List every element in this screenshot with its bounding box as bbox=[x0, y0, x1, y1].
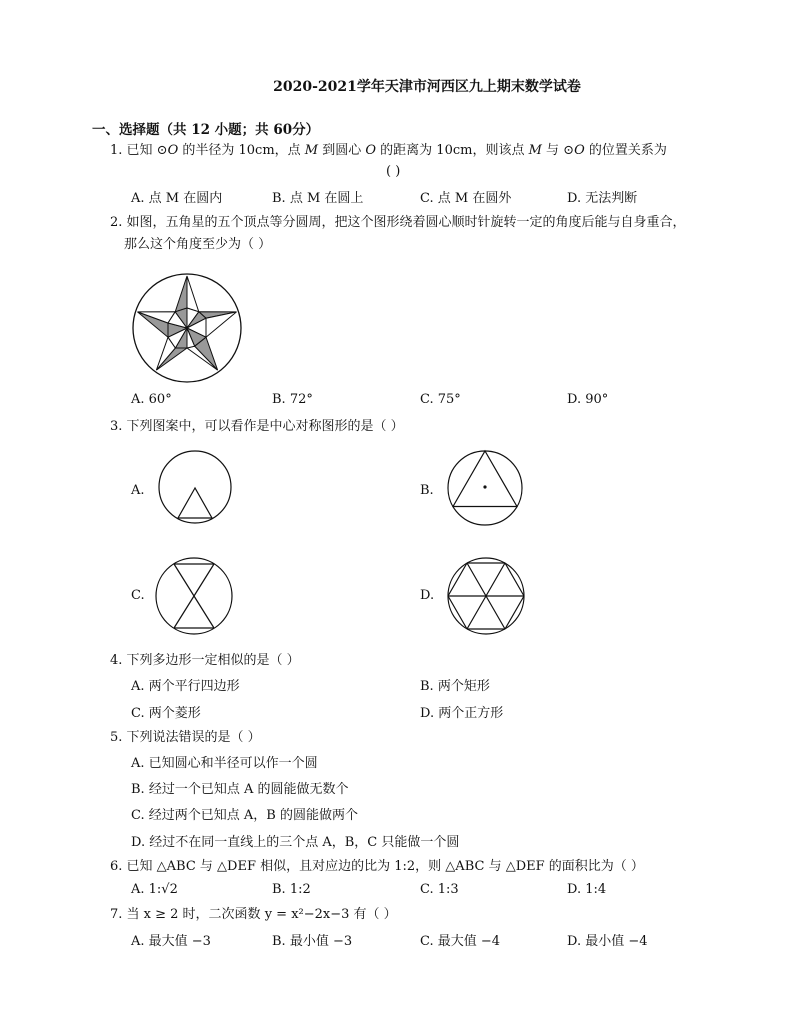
question-4-option-c: C. 两个菱形 bbox=[131, 706, 201, 721]
question-5-option-a: A. 已知圆心和半径可以作一个圆 bbox=[131, 756, 318, 771]
question-1-option-b: B. 点 M 在圆上 bbox=[272, 191, 364, 206]
question-5-option-c: C. 经过两个已知点 A，B 的圆能做两个 bbox=[131, 808, 358, 823]
question-7-option-d: D. 最小值 −4 bbox=[567, 934, 648, 949]
question-6-option-a: A. 1:√2 bbox=[131, 882, 178, 897]
question-2-option-b: B. 72° bbox=[272, 392, 313, 407]
question-4-option-b: B. 两个矩形 bbox=[420, 679, 490, 694]
question-3-option-a-label: A. bbox=[131, 483, 145, 498]
question-5-option-b: B. 经过一个已知点 A 的圆能做无数个 bbox=[131, 782, 349, 797]
question-3-option-c-label: C. bbox=[131, 588, 145, 603]
question-1-stem: 1. 已知 ⊙O 的半径为 10cm，点 M 到圆心 O 的距离为 10cm，则该点 M 与 ⊙O 的位置关系为 bbox=[110, 143, 667, 158]
question-1-option-d: D. 无法判断 bbox=[567, 191, 638, 206]
question-2-stem-line1: 2. 如图，五角星的五个顶点等分圆周，把这个图形绕着圆心顺时针旋转一定的角度后能与自身重合， bbox=[110, 215, 686, 230]
question-2-option-a: A. 60° bbox=[131, 392, 172, 407]
question-4-stem: 4. 下列多边形一定相似的是（ ） bbox=[110, 653, 300, 668]
question-2-option-c: C. 75° bbox=[420, 392, 461, 407]
section-heading: 一、选择题（共 12 小题；共 60分） bbox=[92, 122, 320, 138]
question-7-option-b: B. 最小值 −3 bbox=[272, 934, 353, 949]
option-c-figure bbox=[154, 556, 234, 636]
question-2-stem-line2: 那么这个角度至少为（ ） bbox=[124, 237, 272, 252]
star-in-circle-figure bbox=[130, 268, 244, 382]
question-4-option-a: A. 两个平行四边形 bbox=[131, 679, 240, 694]
question-3-stem: 3. 下列图案中，可以看作是中心对称图形的是（ ） bbox=[110, 419, 404, 434]
question-6-option-d: D. 1:4 bbox=[567, 882, 607, 897]
question-6-option-c: C. 1:3 bbox=[420, 882, 459, 897]
question-3-option-d-label: D. bbox=[420, 588, 435, 603]
question-2-option-d: D. 90° bbox=[567, 392, 609, 407]
question-7-stem: 7. 当 x ≥ 2 时，二次函数 y = x²−2x−3 有（ ） bbox=[110, 907, 397, 922]
question-1-answer-blank: ( ) bbox=[386, 164, 401, 179]
question-7-option-a: A. 最大值 −3 bbox=[131, 934, 211, 949]
option-d-figure bbox=[446, 556, 526, 636]
question-3-option-b-label: B. bbox=[420, 483, 434, 498]
option-a-figure bbox=[154, 450, 236, 526]
option-b-figure bbox=[446, 449, 524, 527]
question-6-stem: 6. 已知 △ABC 与 △DEF 相似，且对应边的比为 1:2，则 △ABC 与 △DEF 的面积比为（ ） bbox=[110, 859, 644, 874]
question-1-option-c: C. 点 M 在圆外 bbox=[420, 191, 512, 206]
question-5-option-d: D. 经过不在同一直线上的三个点 A，B，C 只能做一个圆 bbox=[131, 835, 460, 850]
question-6-option-b: B. 1:2 bbox=[272, 882, 311, 897]
question-7-option-c: C. 最大值 −4 bbox=[420, 934, 501, 949]
question-5-stem: 5. 下列说法错误的是（ ） bbox=[110, 730, 261, 745]
question-4-option-d: D. 两个正方形 bbox=[420, 706, 504, 721]
question-1-option-a: A. 点 M 在圆内 bbox=[131, 191, 223, 206]
paper-title: 2020-2021学年天津市河西区九上期末数学试卷 bbox=[273, 79, 581, 95]
